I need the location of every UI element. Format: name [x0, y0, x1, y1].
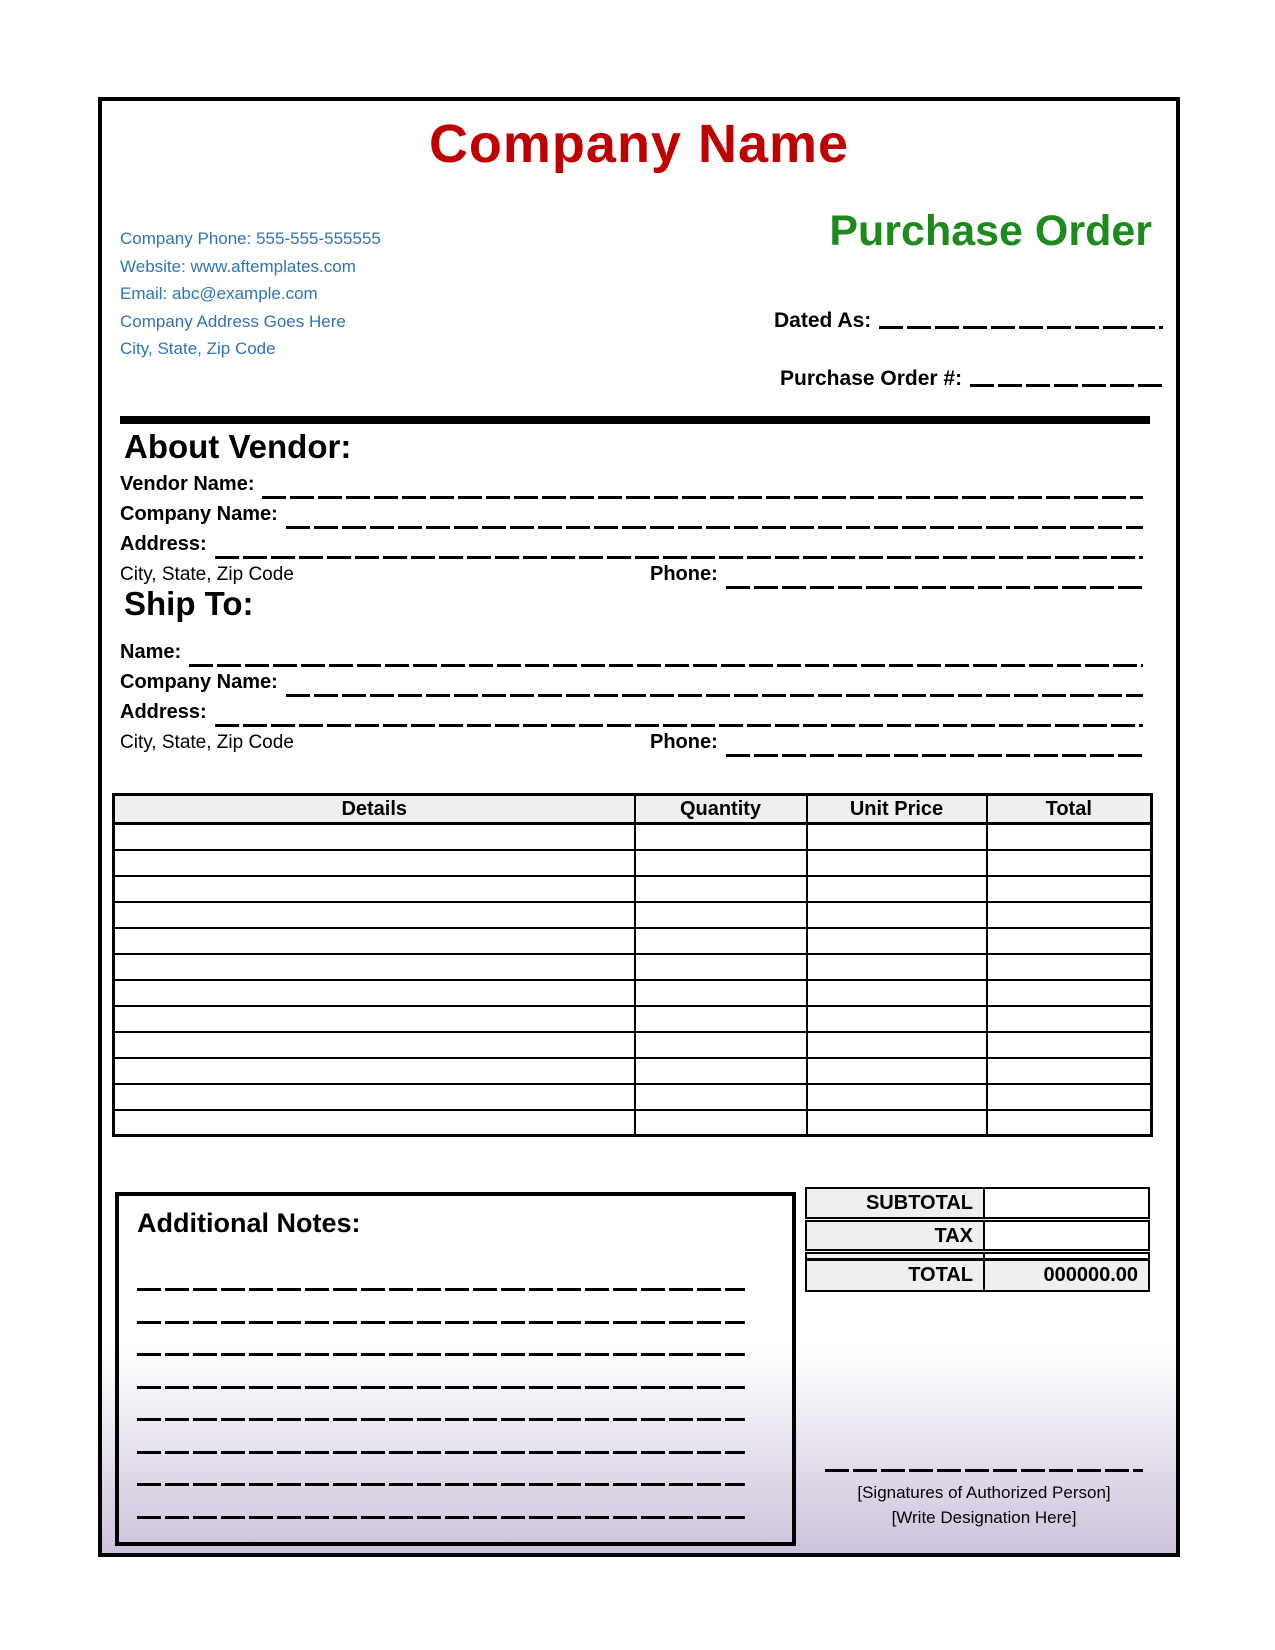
table-cell	[114, 1058, 635, 1084]
vendor-company-row	[120, 503, 1143, 533]
ship-name-label: Name:	[120, 641, 182, 663]
table-row	[114, 1110, 1152, 1136]
po-number-label: Purchase Order #:	[780, 367, 963, 390]
subtotal-label: SUBTOTAL	[805, 1187, 985, 1219]
table-cell	[114, 902, 635, 928]
table-cell	[987, 850, 1152, 876]
table-row	[114, 850, 1152, 876]
ship-to-heading: Ship To:	[124, 585, 254, 622]
table-row	[114, 928, 1152, 954]
table-cell	[635, 1032, 807, 1058]
table-cell	[807, 928, 987, 954]
table-cell	[987, 928, 1152, 954]
contact-block	[120, 225, 381, 363]
tax-label: TAX	[805, 1220, 985, 1251]
table-cell	[114, 1032, 635, 1058]
table-cell	[635, 876, 807, 902]
table-cell	[987, 980, 1152, 1006]
vendor-name-row	[120, 473, 1143, 503]
contact-line: City, State, Zip Code	[120, 339, 276, 358]
tax-row	[805, 1220, 1150, 1251]
table-cell	[807, 850, 987, 876]
dated-as-label: Dated As:	[774, 309, 872, 332]
dated-as-row	[774, 309, 1163, 333]
vendor-company-blank-line	[286, 526, 1143, 529]
items-table-header-row	[114, 795, 1152, 824]
table-cell	[987, 902, 1152, 928]
vendor-city-phone-row	[120, 563, 1143, 593]
ship-to-fields	[120, 641, 1143, 761]
table-row	[114, 1084, 1152, 1110]
table-cell	[807, 824, 987, 850]
ship-city-label: City, State, Zip Code	[120, 732, 294, 753]
document-title: Purchase Order	[829, 207, 1152, 255]
contact-line: Email: abc@example.com	[120, 284, 318, 303]
notes-lines	[137, 1288, 745, 1548]
vendor-address-row	[120, 533, 1143, 563]
table-cell	[635, 1058, 807, 1084]
table-cell	[635, 980, 807, 1006]
total-row	[805, 1259, 1150, 1292]
notes-blank-line	[137, 1418, 745, 1421]
signature-designation-label: [Write Designation Here]	[891, 1508, 1077, 1527]
column-header-total: Total	[987, 795, 1152, 824]
ship-name-row	[120, 641, 1143, 671]
additional-notes-box	[115, 1192, 796, 1546]
table-cell	[635, 850, 807, 876]
table-cell	[114, 1110, 635, 1136]
vendor-name-blank-line	[262, 496, 1143, 499]
ship-company-label: Company Name:	[120, 671, 278, 693]
table-cell	[807, 1084, 987, 1110]
vendor-address-blank-line	[215, 556, 1143, 559]
table-cell	[987, 1006, 1152, 1032]
purchase-order-page	[98, 97, 1180, 1557]
table-row	[114, 902, 1152, 928]
ship-address-blank-line	[215, 724, 1143, 727]
table-row	[114, 1006, 1152, 1032]
ship-city-phone-row	[120, 731, 1143, 761]
table-cell	[807, 1032, 987, 1058]
notes-blank-line	[137, 1451, 745, 1454]
notes-blank-line	[137, 1353, 745, 1356]
table-row	[114, 876, 1152, 902]
table-cell	[807, 954, 987, 980]
table-cell	[807, 980, 987, 1006]
table-cell	[987, 824, 1152, 850]
vendor-name-label: Vendor Name:	[120, 473, 255, 495]
vendor-phone-label: Phone:	[650, 563, 718, 585]
table-cell	[114, 850, 635, 876]
ship-name-blank-line	[189, 664, 1143, 667]
ship-address-row	[120, 701, 1143, 731]
contact-line: Website: www.aftemplates.com	[120, 256, 356, 276]
table-cell	[807, 1058, 987, 1084]
table-cell	[807, 1110, 987, 1136]
total-label: TOTAL	[805, 1259, 985, 1292]
contact-line: Company Address Goes Here	[120, 311, 346, 331]
table-row	[114, 1058, 1152, 1084]
table-row	[114, 824, 1152, 850]
subtotal-row	[805, 1187, 1150, 1219]
signature-block	[825, 1469, 1143, 1530]
tax-value	[985, 1220, 1150, 1251]
items-table-body	[114, 824, 1152, 1136]
signature-authorized-label: [Signatures of Authorized Person]	[857, 1483, 1111, 1502]
table-cell	[114, 876, 635, 902]
table-cell	[807, 876, 987, 902]
section-divider-bar	[120, 416, 1150, 424]
dated-as-blank-line	[879, 326, 1163, 329]
vendor-fields	[120, 473, 1143, 593]
table-cell	[987, 876, 1152, 902]
totals-section	[805, 1187, 1150, 1297]
ship-company-row	[120, 671, 1143, 701]
table-cell	[987, 1058, 1152, 1084]
table-cell	[987, 1032, 1152, 1058]
notes-blank-line	[137, 1483, 745, 1486]
company-name-title: Company Name	[428, 114, 850, 174]
po-number-row	[780, 367, 1163, 391]
additional-notes-heading: Additional Notes:	[137, 1208, 361, 1238]
vendor-address-label: Address:	[120, 533, 207, 555]
table-cell	[635, 928, 807, 954]
ship-company-blank-line	[286, 694, 1143, 697]
table-cell	[114, 928, 635, 954]
ship-address-label: Address:	[120, 701, 207, 723]
table-cell	[114, 980, 635, 1006]
table-cell	[807, 1006, 987, 1032]
table-cell	[635, 1110, 807, 1136]
table-cell	[635, 1084, 807, 1110]
table-row	[114, 1032, 1152, 1058]
notes-blank-line	[137, 1321, 745, 1324]
vendor-phone-blank-line	[726, 586, 1143, 589]
signature-blank-line	[825, 1469, 1143, 1472]
column-header-unit-price: Unit Price	[807, 795, 987, 824]
column-header-details: Details	[114, 795, 635, 824]
table-cell	[987, 954, 1152, 980]
table-cell	[114, 824, 635, 850]
table-cell	[807, 902, 987, 928]
column-header-quantity: Quantity	[635, 795, 807, 824]
about-vendor-heading: About Vendor:	[124, 428, 352, 465]
subtotal-value	[985, 1187, 1150, 1219]
total-value: 000000.00	[985, 1259, 1150, 1292]
table-cell	[635, 1006, 807, 1032]
items-table	[112, 793, 1153, 1137]
po-number-blank-line	[970, 384, 1163, 387]
notes-blank-line	[137, 1288, 745, 1291]
table-cell	[114, 954, 635, 980]
table-cell	[635, 954, 807, 980]
ship-phone-blank-line	[726, 754, 1143, 757]
notes-blank-line	[137, 1386, 745, 1389]
table-row	[114, 954, 1152, 980]
table-cell	[635, 902, 807, 928]
table-cell	[987, 1084, 1152, 1110]
table-cell	[114, 1084, 635, 1110]
vendor-city-label: City, State, Zip Code	[120, 564, 294, 585]
table-cell	[987, 1110, 1152, 1136]
vendor-company-label: Company Name:	[120, 503, 278, 525]
table-row	[114, 980, 1152, 1006]
ship-phone-label: Phone:	[650, 731, 718, 753]
table-cell	[635, 824, 807, 850]
notes-blank-line	[137, 1516, 745, 1519]
contact-line: Company Phone: 555-555-555555	[120, 229, 381, 248]
table-cell	[114, 1006, 635, 1032]
